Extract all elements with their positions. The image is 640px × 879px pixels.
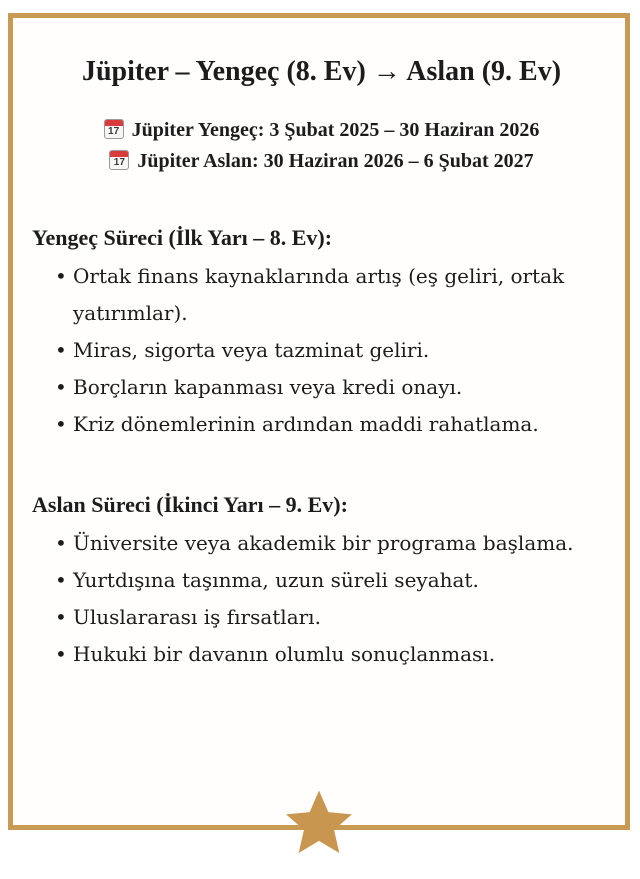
list-item: • Miras, sigorta veya tazminat geliri. (73, 332, 611, 369)
calendar-icon-day: 17 (108, 126, 120, 137)
list-item: • Borçların kapanması veya kredi onayı. (73, 369, 611, 406)
section-leo (32, 491, 611, 673)
section-cancer (32, 224, 611, 443)
calendar-icon-day: 17 (113, 157, 125, 168)
card-frame (8, 13, 630, 830)
date-text: Jüpiter Aslan: 30 Haziran 2026 – 6 Şubat 2027 (137, 150, 534, 172)
list-item: • Hukuki bir davanın olumlu sonuçlanması. (73, 636, 611, 673)
star-icon (283, 789, 355, 861)
calendar-icon (109, 150, 129, 170)
calendar-icon (104, 119, 124, 139)
date-text: Jüpiter Yengeç: 3 Şubat 2025 – 30 Haziran 2026 (131, 119, 540, 141)
list-item: • Üniversite veya akademik bir programa başlama. (73, 525, 611, 562)
list-item: • Uluslararası iş fırsatları. (73, 599, 611, 636)
date-row-leo (32, 146, 611, 177)
date-row-cancer (32, 115, 611, 146)
page-title: Jüpiter – Yengeç (8. Ev) → Aslan (9. Ev) (81, 56, 562, 87)
list-item: • Kriz dönemlerinin ardından maddi rahatlama. (73, 406, 611, 443)
date-range-block (32, 115, 611, 177)
list-item: • Yurtdışına taşınma, uzun süreli seyahat. (73, 562, 611, 599)
card-content (13, 55, 625, 673)
section-heading: Yengeç Süreci (İlk Yarı – 8. Ev): (32, 225, 333, 250)
list-item: • Ortak finans kaynaklarında artış (eş geliri, ortak yatırımlar). (73, 258, 611, 332)
bullet-list (32, 525, 611, 673)
bullet-list (32, 258, 611, 443)
section-heading: Aslan Süreci (İkinci Yarı – 9. Ev): (32, 492, 348, 517)
